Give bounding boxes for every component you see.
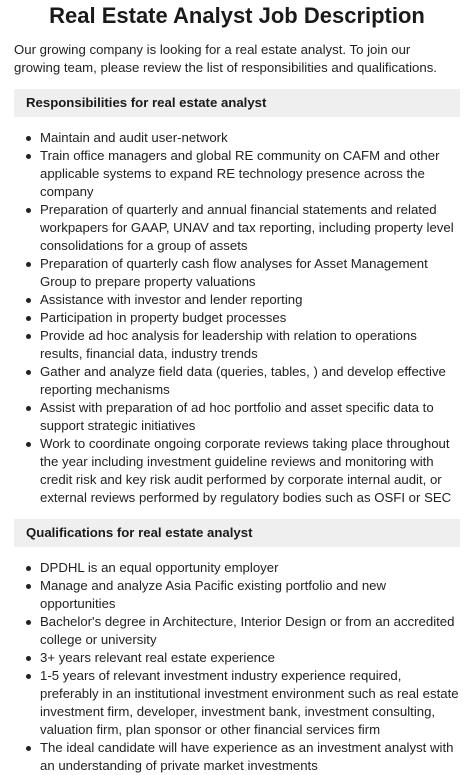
bullet-icon (26, 674, 31, 679)
list-item-text: Preparation of quarterly cash flow analyses for Asset Management Group to prepare property valuations (40, 256, 428, 289)
bullet-icon (26, 136, 31, 141)
list-item (24, 399, 460, 435)
list-item (24, 435, 460, 507)
bullet-icon (26, 262, 31, 267)
bullet-icon (26, 154, 31, 159)
list-item (24, 577, 460, 613)
list-item-text: 3+ years relevant real estate experience (40, 650, 275, 665)
list-item (24, 363, 460, 399)
qualifications-heading: Qualifications for real estate analyst (14, 519, 460, 547)
bullet-icon (26, 746, 31, 751)
bullet-icon (26, 334, 31, 339)
list-item (24, 667, 460, 739)
list-item-text: Manage and analyze Asia Pacific existing portfolio and new opportunities (40, 578, 387, 611)
list-item-text: 1-5 years of relevant investment industry experience required, preferably in an institutional investment environment such as real estate investment firm, developer, investment bank, investment consulting, valuation firm, plan sponsor or other financial services firm (40, 668, 459, 737)
list-item-text: Assist with preparation of ad hoc portfolio and asset specific data to support strategic initiatives (40, 400, 434, 433)
list-item-text: Preparation of quarterly and annual financial statements and related workpapers for GAAP, UNAV and tax reporting, including property level consolidations for a group of assets (40, 202, 454, 253)
bullet-icon (26, 584, 31, 589)
bullet-icon (26, 566, 31, 571)
list-item (24, 649, 460, 667)
list-item (24, 201, 460, 255)
list-item-text: DPDHL is an equal opportunity employer (40, 560, 279, 575)
list-item-text: Bachelor's degree in Architecture, Interior Design or from an accredited college or university (40, 614, 455, 647)
list-item (24, 129, 460, 147)
list-item (24, 559, 460, 577)
list-item-text: Participation in property budget processes (40, 310, 287, 325)
list-item (24, 147, 460, 201)
bullet-icon (26, 298, 31, 303)
bullet-icon (26, 656, 31, 661)
page-title: Real Estate Analyst Job Description (49, 3, 425, 28)
list-item-text: Maintain and audit user-network (40, 130, 228, 145)
list-item-text: Assistance with investor and lender reporting (40, 292, 303, 307)
list-item (24, 255, 460, 291)
list-item-text: Work to coordinate ongoing corporate reviews taking place throughout the year including investment guideline reviews and monitoring with credit risk and key risk audit performed by corporate internal audit, or external reviews performed by regulatory bodies such as OSFI or SEC (40, 436, 452, 505)
list-item (24, 309, 460, 327)
list-item (24, 739, 460, 775)
bullet-icon (26, 442, 31, 447)
bullet-icon (26, 208, 31, 213)
qualifications-list (14, 559, 460, 775)
responsibilities-list (14, 129, 460, 507)
list-item-text: Gather and analyze field data (queries, tables, ) and develop effective reporting mechanisms (40, 364, 446, 397)
responsibilities-heading: Responsibilities for real estate analyst (14, 89, 460, 117)
list-item (24, 613, 460, 649)
list-item-text: The ideal candidate will have experience as an investment analyst with an understanding of private market investments (40, 740, 454, 773)
bullet-icon (26, 316, 31, 321)
bullet-icon (26, 406, 31, 411)
list-item-text: Provide ad hoc analysis for leadership with relation to operations results, financial data, industry trends (40, 328, 417, 361)
bullet-icon (26, 370, 31, 375)
list-item (24, 327, 460, 363)
bullet-icon (26, 620, 31, 625)
list-item-text: Train office managers and global RE community on CAFM and other applicable systems to expand RE technology presence across the company (40, 148, 440, 199)
list-item (24, 291, 460, 309)
intro-paragraph: Our growing company is looking for a real estate analyst. To join our growing team, please review the list of responsibilities and qualifications. (14, 42, 437, 75)
